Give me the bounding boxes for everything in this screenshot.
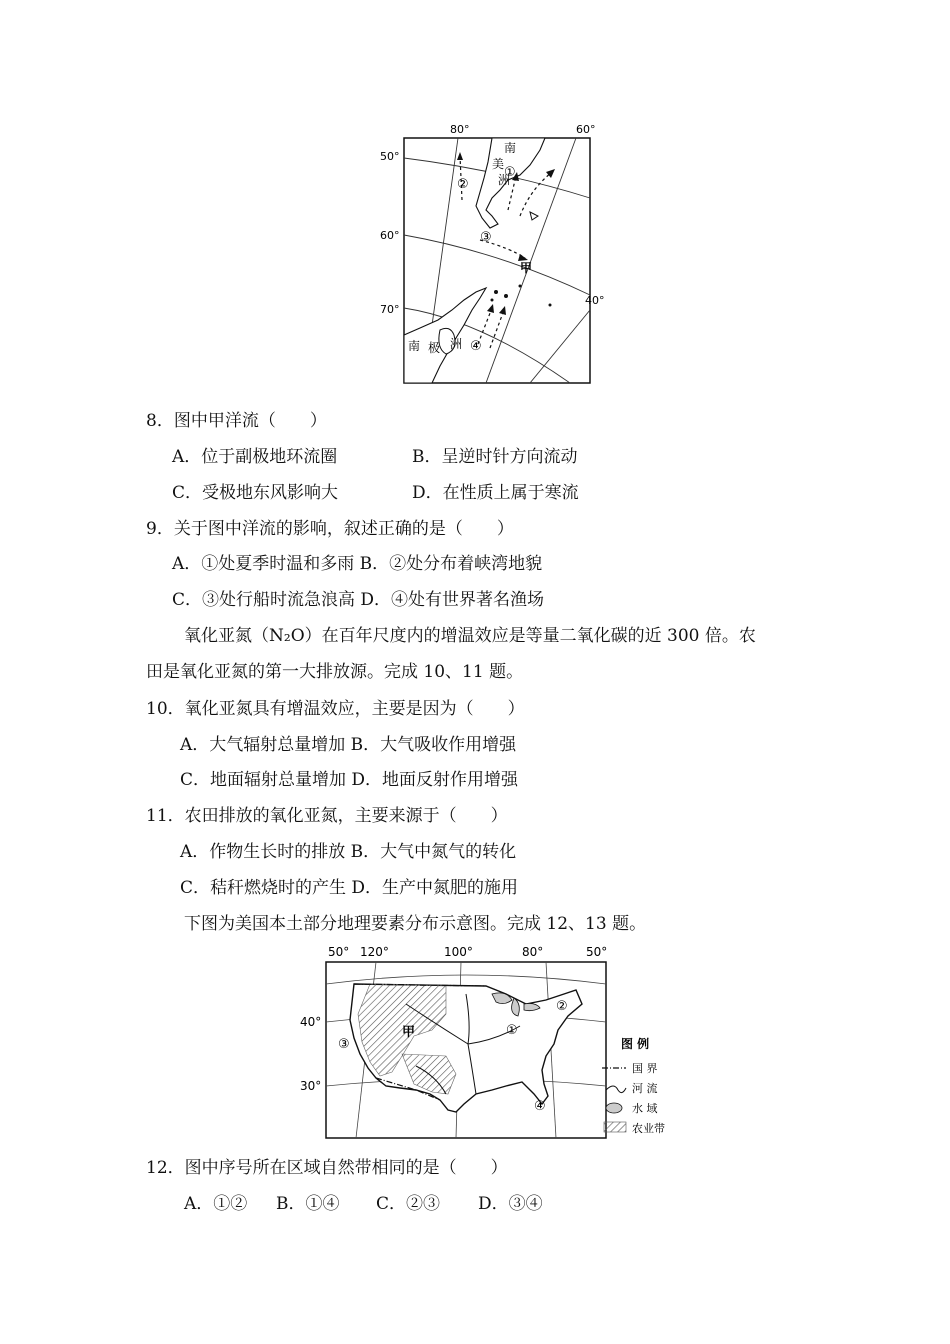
current-label-jia: 甲 xyxy=(520,261,533,275)
question-11-stem: 11．农田排放的氧化亚氮，主要来源于（ ） xyxy=(146,806,508,826)
legend-border-label: 国 界 xyxy=(632,1062,658,1075)
passage-1-line-1: 氧化亚氮（N₂O）在百年尺度内的增温效应是等量二氧化碳的近 300 倍。农 xyxy=(184,626,756,646)
legend-water-symbol xyxy=(606,1103,622,1113)
map2-marker-1: ① xyxy=(506,1023,518,1038)
marker-4: ④ xyxy=(470,339,482,354)
legend-title: 图 例 xyxy=(621,1037,650,1051)
ocean-current-map xyxy=(380,120,610,388)
legend-agriculture-label: 农业带 xyxy=(632,1122,665,1135)
map2-lon-label-120: 120° xyxy=(360,945,389,959)
map2-lon-label-50-east: 50° xyxy=(586,945,608,959)
label-antarctic-1: 南 xyxy=(408,339,421,353)
label-antarctic-3: 洲 xyxy=(450,337,463,351)
legend-river-symbol xyxy=(606,1086,626,1093)
question-11-options-cd: C．秸秆燃烧时的产生 D．生产中氮肥的施用 xyxy=(180,878,519,898)
map2-marker-4: ④ xyxy=(534,1099,546,1114)
question-8-option-a: A．位于副极地环流圈 xyxy=(172,447,338,467)
question-10-options-ab: A．大气辐射总量增加 B．大气吸收作用增强 xyxy=(180,735,517,755)
map2-lon-label-50-west: 50° xyxy=(328,945,350,959)
question-12-option-d: D．③④ xyxy=(478,1194,543,1214)
label-america: 美 xyxy=(492,157,505,171)
question-12-option-c: C．②③ xyxy=(376,1194,441,1214)
map2-lon-label-80: 80° xyxy=(522,945,544,959)
label-south: 南 xyxy=(504,141,517,155)
question-10-options-cd: C．地面辐射总量增加 D．地面反射作用增强 xyxy=(180,770,519,790)
map2-lat-label-40: 40° xyxy=(300,1015,322,1029)
usa-geography-map xyxy=(296,944,696,1140)
lon-label-60: 60° xyxy=(576,123,596,136)
map2-marker-2: ② xyxy=(556,999,568,1014)
marker-3: ③ xyxy=(480,230,492,245)
lon-label-40: 40° xyxy=(585,294,605,307)
marker-2: ② xyxy=(457,177,469,192)
question-11-options-ab: A．作物生长时的排放 B．大气中氮气的转化 xyxy=(180,842,517,862)
passage-2-line-1: 下图为美国本土部分地理要素分布示意图。完成 12、13 题。 xyxy=(184,914,647,934)
question-8-option-d: D．在性质上属于寒流 xyxy=(412,483,579,503)
question-9-options-ab: A．①处夏季时温和多雨 B．②处分布着峡湾地貌 xyxy=(172,554,543,574)
legend-agriculture-symbol xyxy=(604,1122,626,1132)
legend-water-label: 水 域 xyxy=(632,1102,658,1115)
question-12-option-b: B．①④ xyxy=(276,1194,340,1214)
question-8-option-b: B．呈逆时针方向流动 xyxy=(412,447,578,467)
question-12-stem: 12．图中序号所在区域自然带相同的是（ ） xyxy=(146,1158,508,1178)
question-10-stem: 10．氧化亚氮具有增温效应，主要是因为（ ） xyxy=(146,699,525,719)
label-antarctic-2: 极 xyxy=(428,341,441,355)
lon-label-80: 80° xyxy=(450,123,470,136)
map2-lon-label-100: 100° xyxy=(444,945,473,959)
lat-label-60: 60° xyxy=(380,229,400,242)
question-9-stem: 9．关于图中洋流的影响，叙述正确的是（ ） xyxy=(146,519,514,539)
map2-lat-label-30: 30° xyxy=(300,1079,322,1093)
passage-1-line-2: 田是氧化亚氮的第一大排放源。完成 10、11 题。 xyxy=(146,662,524,682)
lat-label-50: 50° xyxy=(380,150,400,163)
map2-region-jia: 甲 xyxy=(402,1025,416,1040)
marker-1: ① xyxy=(504,165,516,180)
question-9-options-cd: C．③处行船时流急浪高 D．④处有世界著名渔场 xyxy=(172,590,545,610)
question-8-option-c: C．受极地东风影响大 xyxy=(172,483,339,503)
label-continent: 洲 xyxy=(498,173,511,187)
lat-label-70: 70° xyxy=(380,303,400,316)
question-12-option-a: A．①② xyxy=(184,1194,248,1214)
question-8-stem: 8．图中甲洋流（ ） xyxy=(146,411,327,431)
map2-marker-3: ③ xyxy=(338,1037,350,1052)
legend-river-label: 河 流 xyxy=(632,1082,658,1095)
